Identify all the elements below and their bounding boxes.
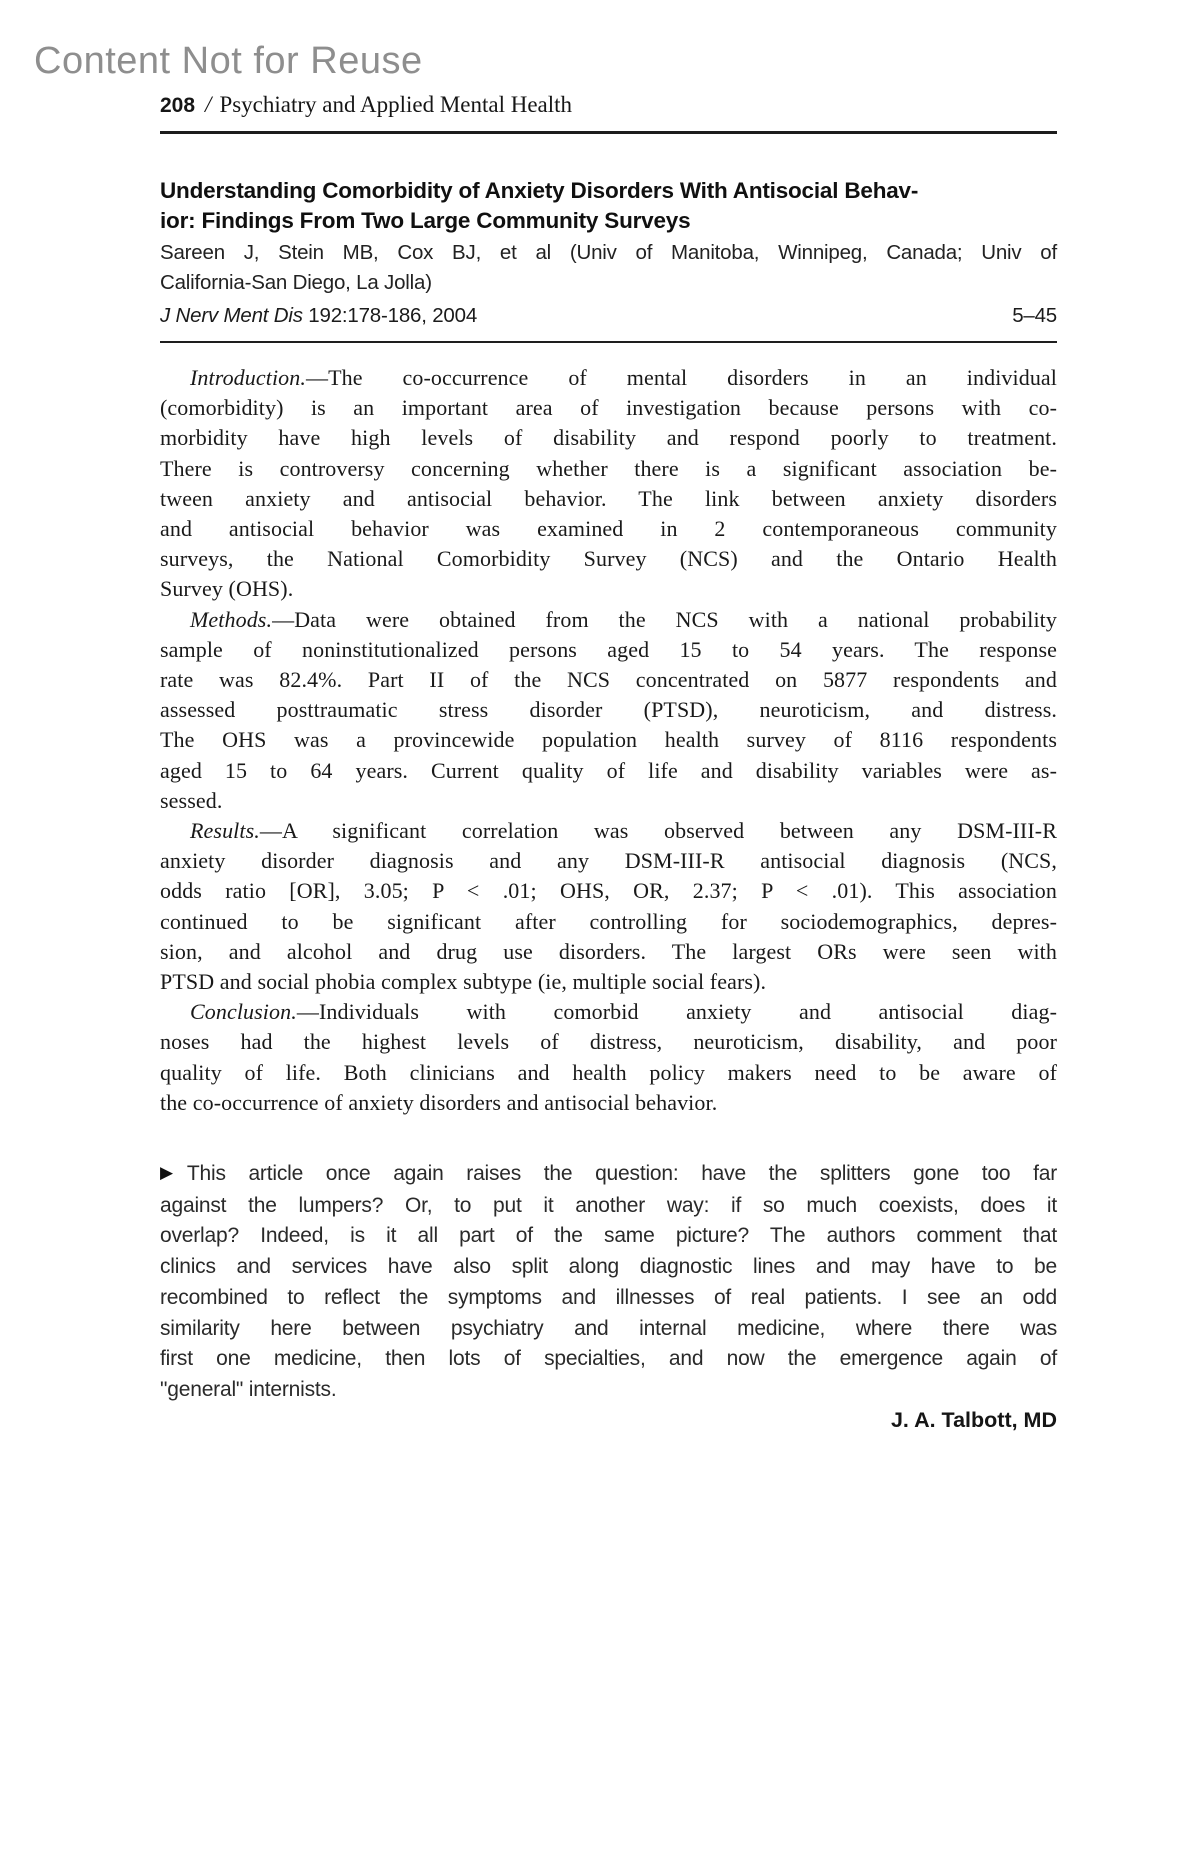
commentary-line: "general" internists. [160, 1377, 337, 1401]
section-title: Psychiatry and Applied Mental Health [219, 92, 573, 117]
abstract-line: the co-occurrence of anxiety disorders and antisocial behavior. [160, 1089, 718, 1115]
citation-row [160, 304, 1057, 328]
commentary-line: similarity here between psychiatry and internal medicine, where there was [160, 1316, 1057, 1340]
authors-line: California-San Diego, La Jolla) [160, 270, 432, 294]
commentary-line: against the lumpers? Or, to put it another way: if so much coexists, does it [160, 1193, 1057, 1217]
line-text: A significant correlation was observed between any DSM-III-R [281, 818, 1057, 844]
abstract-line: assessed posttraumatic stress disorder (PTSD), neuroticism, and distress. [160, 697, 1057, 723]
running-head [160, 92, 1057, 118]
abstract-line: tween anxiety and antisocial behavior. The link between anxiety disorders [160, 485, 1057, 511]
paragraph-lead: Conclusion. [190, 999, 297, 1025]
abstract-paragraph-introduction [160, 363, 1057, 605]
abstract-line [160, 997, 1057, 1027]
commentary-line: recombined to reflect the symptoms and illnesses of real patients. I see an odd [160, 1285, 1057, 1309]
page-number: 208 [160, 94, 196, 117]
lead-dash: — [259, 818, 282, 844]
abstract-line [160, 816, 1057, 846]
abstract [160, 363, 1057, 1118]
paragraph-lead: Results. [190, 818, 260, 844]
journal-name: J Nerv Ment Dis [160, 304, 303, 327]
abstract-line: Survey (OHS). [160, 576, 294, 602]
triangle-bullet-icon: ▶ [160, 1163, 173, 1182]
article-title-line: Understanding Comorbidity of Anxiety Disorders With Antisocial Behav- [160, 178, 919, 203]
content-not-for-reuse-watermark: Content Not for Reuse [34, 40, 423, 82]
abstract-line: noses had the highest levels of distress, neuroticism, disability, and poor [160, 1029, 1057, 1055]
abstract-line [160, 363, 1057, 393]
abstract-line: odds ratio [OR], 3.05; P < .01; OHS, OR, 2.37; P < .01). This association [160, 878, 1057, 904]
article-authors [160, 238, 1057, 297]
abstract-line: rate was 82.4%. Part II of the NCS concentrated on 5877 respondents and [160, 667, 1057, 693]
abstract-line: PTSD and social phobia complex subtype (ie, multiple social fears). [160, 969, 767, 995]
line-text: This article once again raises the question: have the splitters gone too far [186, 1162, 1057, 1185]
line-text: Data were obtained from the NCS with a national probability [294, 606, 1057, 632]
header-rule [160, 131, 1057, 134]
citation-rule [160, 341, 1057, 343]
commentary-line: clinics and services have also split along diagnostic lines and may have to be [160, 1255, 1057, 1279]
authors-line: Sareen J, Stein MB, Cox BJ, et al (Univ of Manitoba, Winnipeg, Canada; Univ of [160, 241, 1057, 264]
abstract-line: continued to be significant after controlling for sociodemographics, depres- [160, 908, 1057, 934]
lead-dash: — [296, 999, 319, 1025]
citation [160, 304, 477, 328]
separator-slash: / [205, 92, 212, 117]
paragraph-lead: Methods. [190, 606, 273, 632]
abstract-line: quality of life. Both clinicians and health policy makers need to be aware of [160, 1059, 1057, 1085]
abstract-line: sion, and alcohol and drug use disorders. The largest ORs were seen with [160, 938, 1057, 964]
paragraph-lead: Introduction. [190, 365, 306, 390]
commentary-line: first one medicine, then lots of specialties, and now the emergence again of [160, 1347, 1057, 1371]
abstract-line: (comorbidity) is an important area of investigation because persons with co- [160, 395, 1057, 421]
lead-dash: — [272, 606, 295, 632]
abstract-paragraph-conclusion [160, 997, 1057, 1118]
abstract-line: anxiety disorder diagnosis and any DSM-III-R antisocial diagnosis (NCS, [160, 848, 1057, 874]
line-text: The co-occurrence of mental disorders in an individual [328, 365, 1057, 390]
abstract-line: sample of noninstitutionalized persons aged 15 to 54 years. The response [160, 636, 1057, 662]
commentary-signature: J. A. Talbott, MD [890, 1408, 1057, 1432]
commentary-line [160, 1159, 1057, 1191]
abstract-line: surveys, the National Comorbidity Survey (NCS) and the Ontario Health [160, 546, 1057, 572]
abstract-line: and antisocial behavior was examined in 2 contemporaneous community [160, 516, 1057, 542]
abstract-line: The OHS was a provincewide population health survey of 8116 respondents [160, 727, 1057, 753]
citation-detail: 192:178-186, 2004 [302, 304, 478, 327]
article-title-line: ior: Findings From Two Large Community Surveys [160, 208, 691, 233]
abstract-paragraph-methods [160, 605, 1057, 816]
abstract-line: sessed. [160, 787, 223, 813]
abstract-paragraph-results [160, 816, 1057, 997]
abstract-line [160, 605, 1057, 635]
article-title [160, 176, 1080, 236]
commentary-line: overlap? Indeed, is it all part of the same picture? The authors comment that [160, 1224, 1057, 1248]
abstract-line: There is controversy concerning whether there is a significant association be- [160, 455, 1057, 481]
abstract-line: aged 15 to 64 years. Current quality of life and disability variables were as- [160, 757, 1057, 783]
editor-commentary [160, 1159, 1057, 1406]
reference-number: 5–45 [1012, 304, 1057, 327]
abstract-line: morbidity have high levels of disability and respond poorly to treatment. [160, 425, 1057, 451]
lead-dash: — [305, 365, 329, 390]
line-text: Individuals with comorbid anxiety and antisocial diag- [318, 999, 1057, 1025]
